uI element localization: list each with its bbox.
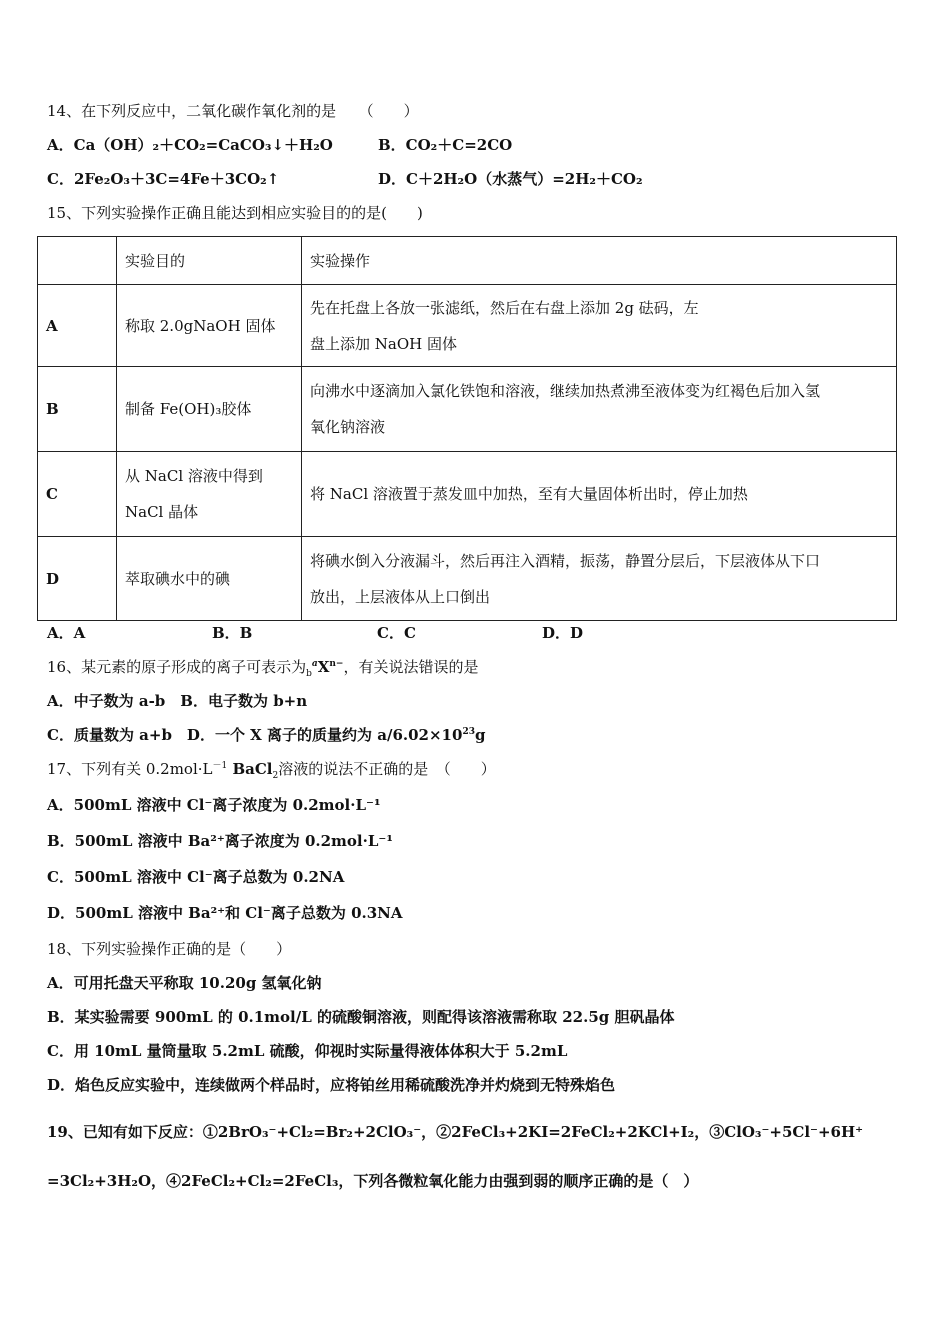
q17-stem-sub: 2 xyxy=(272,771,279,781)
table-header-row xyxy=(38,237,897,285)
row-goal: 萃取碘水中的碘 xyxy=(117,537,302,621)
ion-symbol: X xyxy=(317,658,330,676)
table-row xyxy=(38,452,897,537)
q14-option-c: C．2Fe₂O₃＋3C=4Fe＋3CO₂↑ xyxy=(47,170,280,188)
row-label: C xyxy=(38,452,117,537)
q18-option-d: D．焰色反应实验中，连续做两个样品时，应将铂丝用稀硫酸洗净并灼烧到无特殊焰色 xyxy=(47,1076,616,1094)
table-header-operation: 实验操作 xyxy=(302,237,897,285)
q17-option-d: D．500mL 溶液中 Ba²⁺和 Cl⁻离子总数为 0.3NA xyxy=(47,904,403,922)
row-label: A xyxy=(38,285,117,367)
row-goal-line: NaCl 晶体 xyxy=(125,503,199,521)
q17-option-b: B．500mL 溶液中 Ba²⁺离子浓度为 0.2mol·L⁻¹ xyxy=(47,832,393,850)
q17-stem-post: 溶液的说法不正确的是 （ ） xyxy=(278,760,496,778)
q15-option-b: B．B xyxy=(212,624,253,642)
ion-notation xyxy=(306,658,344,679)
q15-option-c: C．C xyxy=(377,624,416,642)
q18-option-c: C．用 10mL 量筒量取 5.2mL 硫酸，仰视时实际量得液体体积大于 5.2mL xyxy=(47,1042,568,1060)
row-operation-line: 将碘水倒入分液漏斗，然后再注入酒精，振荡，静置分层后，下层液体从下口 xyxy=(310,551,821,570)
q16-stem-pre: 16、某元素的原子形成的离子可表示为 xyxy=(47,658,307,676)
q16-cd-post: g xyxy=(474,726,486,744)
q19-line-1: 19、已知有如下反应：①2BrO₃⁻+Cl₂=Br₂+2ClO₃⁻，②2FeCl₃+2KI=2FeCl₂+2KCl+I₂，③ClO₃⁻+5Cl⁻+6H⁺ xyxy=(47,1123,864,1141)
q15-option-d: D．D xyxy=(542,624,584,642)
q17-option-a: A．500mL 溶液中 Cl⁻离子浓度为 0.2mol·L⁻¹ xyxy=(47,796,381,814)
row-operation xyxy=(302,285,897,367)
q14-option-b: B．CO₂＋C=2CO xyxy=(378,136,513,154)
table-row xyxy=(38,367,897,452)
row-operation xyxy=(302,367,897,452)
table-row xyxy=(38,537,897,621)
q14-option-d: D．C＋2H₂O（水蒸气）=2H₂＋CO₂ xyxy=(378,170,643,188)
q16-options-ab: A．中子数为 a-b B．电子数为 b+n xyxy=(47,692,308,710)
q17-stem-pre: 17、下列有关 0.2mol·L xyxy=(47,760,213,778)
row-goal: 制备 Fe(OH)₃胶体 xyxy=(117,367,302,452)
table-header-goal: 实验目的 xyxy=(117,237,302,285)
row-goal-line: 从 NaCl 溶液中得到 xyxy=(125,467,263,485)
table-row xyxy=(38,285,897,367)
q19-line-2: =3Cl₂+3H₂O，④2FeCl₂+Cl₂=2FeCl₃，下列各微粒氧化能力由强到弱的顺序正确的是（ ） xyxy=(47,1172,699,1190)
q16-stem xyxy=(47,656,478,678)
row-operation: 将 NaCl 溶液置于蒸发皿中加热，至有大量固体析出时，停止加热 xyxy=(302,452,897,537)
row-operation-line: 放出，上层液体从上口倒出 xyxy=(310,587,491,606)
q14-option-a: A．Ca（OH）₂＋CO₂=CaCO₃↓＋H₂O xyxy=(47,136,333,154)
ion-superscript-a: a xyxy=(311,659,318,669)
q17-stem xyxy=(47,758,496,780)
ion-charge: n− xyxy=(329,659,344,669)
table-header-blank xyxy=(38,237,117,285)
row-operation-line: 盘上添加 NaOH 固体 xyxy=(310,334,457,353)
row-goal: 称取 2.0gNaOH 固体 xyxy=(117,285,302,367)
q15-stem: 15、下列实验操作正确且能达到相应实验目的的是( ) xyxy=(47,204,423,222)
q16-cd-pre: C．质量数为 a+b D．一个 X 离子的质量约为 a/6.02×10 xyxy=(47,726,463,744)
row-label: B xyxy=(38,367,117,452)
q17-option-c: C．500mL 溶液中 Cl⁻离子总数为 0.2NA xyxy=(47,868,345,886)
row-operation-line: 先在托盘上各放一张滤纸，然后在右盘上添加 2g 砝码，左 xyxy=(310,298,699,317)
q18-option-a: A．可用托盘天平称取 10.20g 氢氧化钠 xyxy=(47,974,322,992)
q17-stem-mid: BaCl xyxy=(227,760,273,778)
q17-stem-exp: －1 xyxy=(212,761,228,771)
experiment-table xyxy=(37,236,897,621)
row-operation xyxy=(302,537,897,621)
q16-exponent: 23 xyxy=(462,727,475,737)
q15-option-a: A．A xyxy=(47,624,86,642)
row-operation-line: 向沸水中逐滴加入氯化铁饱和溶液，继续加热煮沸至液体变为红褐色后加入氢 xyxy=(310,382,821,400)
q18-option-b: B．某实验需要 900mL 的 0.1mol/L 的硫酸铜溶液，则配得该溶液需称取 22.5g 胆矾晶体 xyxy=(47,1008,675,1026)
q16-stem-post: ，有关说法错误的是 xyxy=(343,658,479,676)
ion-subscript-b: b xyxy=(306,669,312,679)
row-label: D xyxy=(38,537,117,621)
q14-stem: 14、在下列反应中，二氧化碳作氧化剂的是 （ ） xyxy=(47,102,419,120)
row-operation-line: 氧化钠溶液 xyxy=(310,418,386,436)
row-goal xyxy=(117,452,302,537)
q16-options-cd xyxy=(47,724,485,746)
q18-stem: 18、下列实验操作正确的是（ ） xyxy=(47,940,292,958)
